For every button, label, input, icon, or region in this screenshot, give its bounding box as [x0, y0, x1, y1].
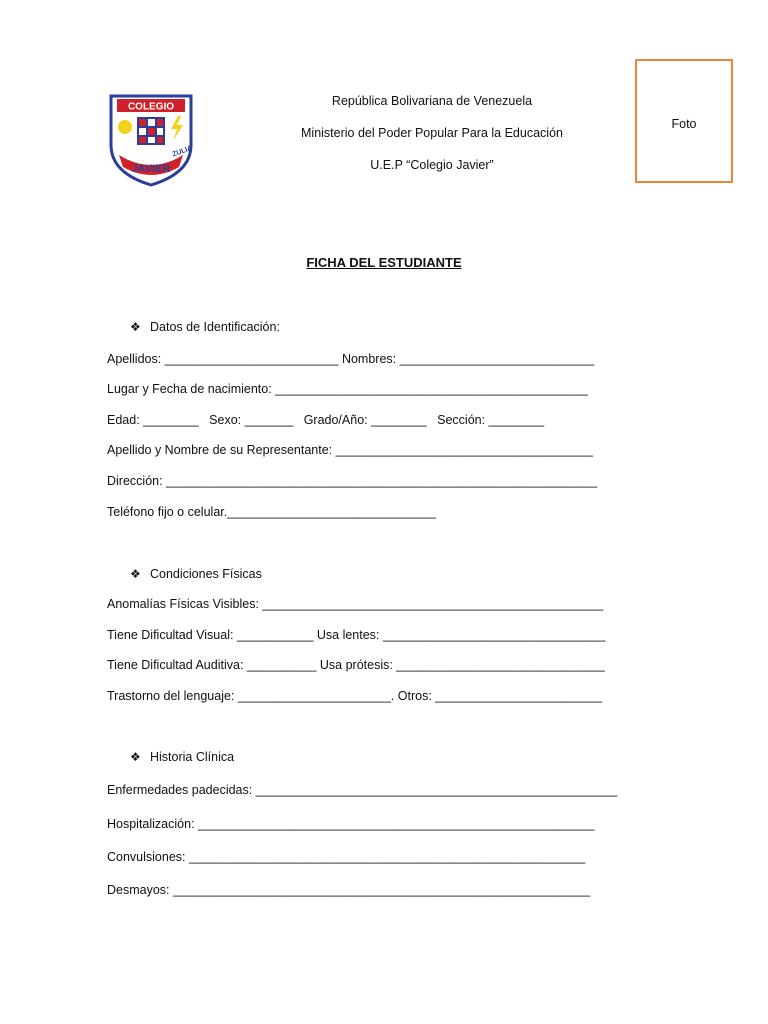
field-line-lugar-fecha-nacimiento: Lugar y Fecha de nacimiento: _____________________________________________ — [107, 382, 588, 396]
field-line-apellidos-nombres: Apellidos: _________________________ Nombres: ____________________________ — [107, 352, 595, 366]
colegio-javier-logo — [107, 93, 195, 188]
field-line-telefono: Teléfono fijo o celular.______________________________ — [107, 505, 436, 519]
section-heading-clinica — [130, 750, 234, 764]
section-heading-text: Condiciones Físicas — [150, 567, 262, 581]
diamond-bullet-icon: ❖ — [130, 750, 141, 764]
header-line-colegio: U.E.P “Colegio Javier” — [370, 158, 494, 172]
diamond-bullet-icon: ❖ — [130, 320, 141, 334]
institution-header — [282, 92, 582, 188]
logo-banner-text: COLEGIO — [127, 101, 175, 113]
section-heading-text: Datos de Identificación: — [150, 320, 280, 334]
field-line-edad-sexo-grado-seccion: Edad: ________ Sexo: _______ Grado/Año: ________ Sección: ________ — [107, 413, 545, 427]
field-line-desmayos: Desmayos: ____________________________________________________________ — [107, 883, 591, 897]
document-title: FICHA DEL ESTUDIANTE — [306, 255, 462, 270]
photo-label: Foto — [671, 117, 697, 131]
logo-ribbon-text: JAVIER — [131, 163, 171, 175]
section-heading-identificacion — [130, 320, 280, 334]
field-line-dificultad-visual: Tiene Dificultad Visual: ___________ Usa lentes: ________________________________ — [107, 628, 606, 642]
field-line-representante: Apellido y Nombre de su Representante: _____________________________________ — [107, 443, 593, 457]
section-heading-fisicas — [130, 567, 262, 581]
field-line-anomalias: Anomalías Físicas Visibles: _________________________________________________ — [107, 597, 604, 611]
photo-box — [635, 59, 733, 183]
diamond-bullet-icon: ❖ — [130, 567, 141, 581]
section-heading-text: Historia Clínica — [150, 750, 235, 764]
field-line-trastorno-lenguaje: Trastorno del lenguaje: ______________________. Otros: ________________________ — [107, 689, 603, 703]
field-line-convulsiones: Convulsiones: _________________________________________________________ — [107, 850, 586, 864]
logo-side-text: ZULIA — [171, 144, 194, 159]
field-line-dificultad-auditiva: Tiene Dificultad Auditiva: __________ Usa prótesis: ______________________________ — [107, 658, 605, 672]
field-line-direccion: Dirección: ______________________________________________________________ — [107, 474, 598, 488]
header-line-ministerio: Ministerio del Poder Popular Para la Educación — [301, 126, 563, 140]
field-line-hospitalizacion: Hospitalización: _________________________________________________________ — [107, 817, 595, 831]
field-line-enfermedades: Enfermedades padecidas: ____________________________________________________ — [107, 783, 618, 797]
header-line-republica: República Bolivariana de Venezuela — [331, 94, 533, 108]
